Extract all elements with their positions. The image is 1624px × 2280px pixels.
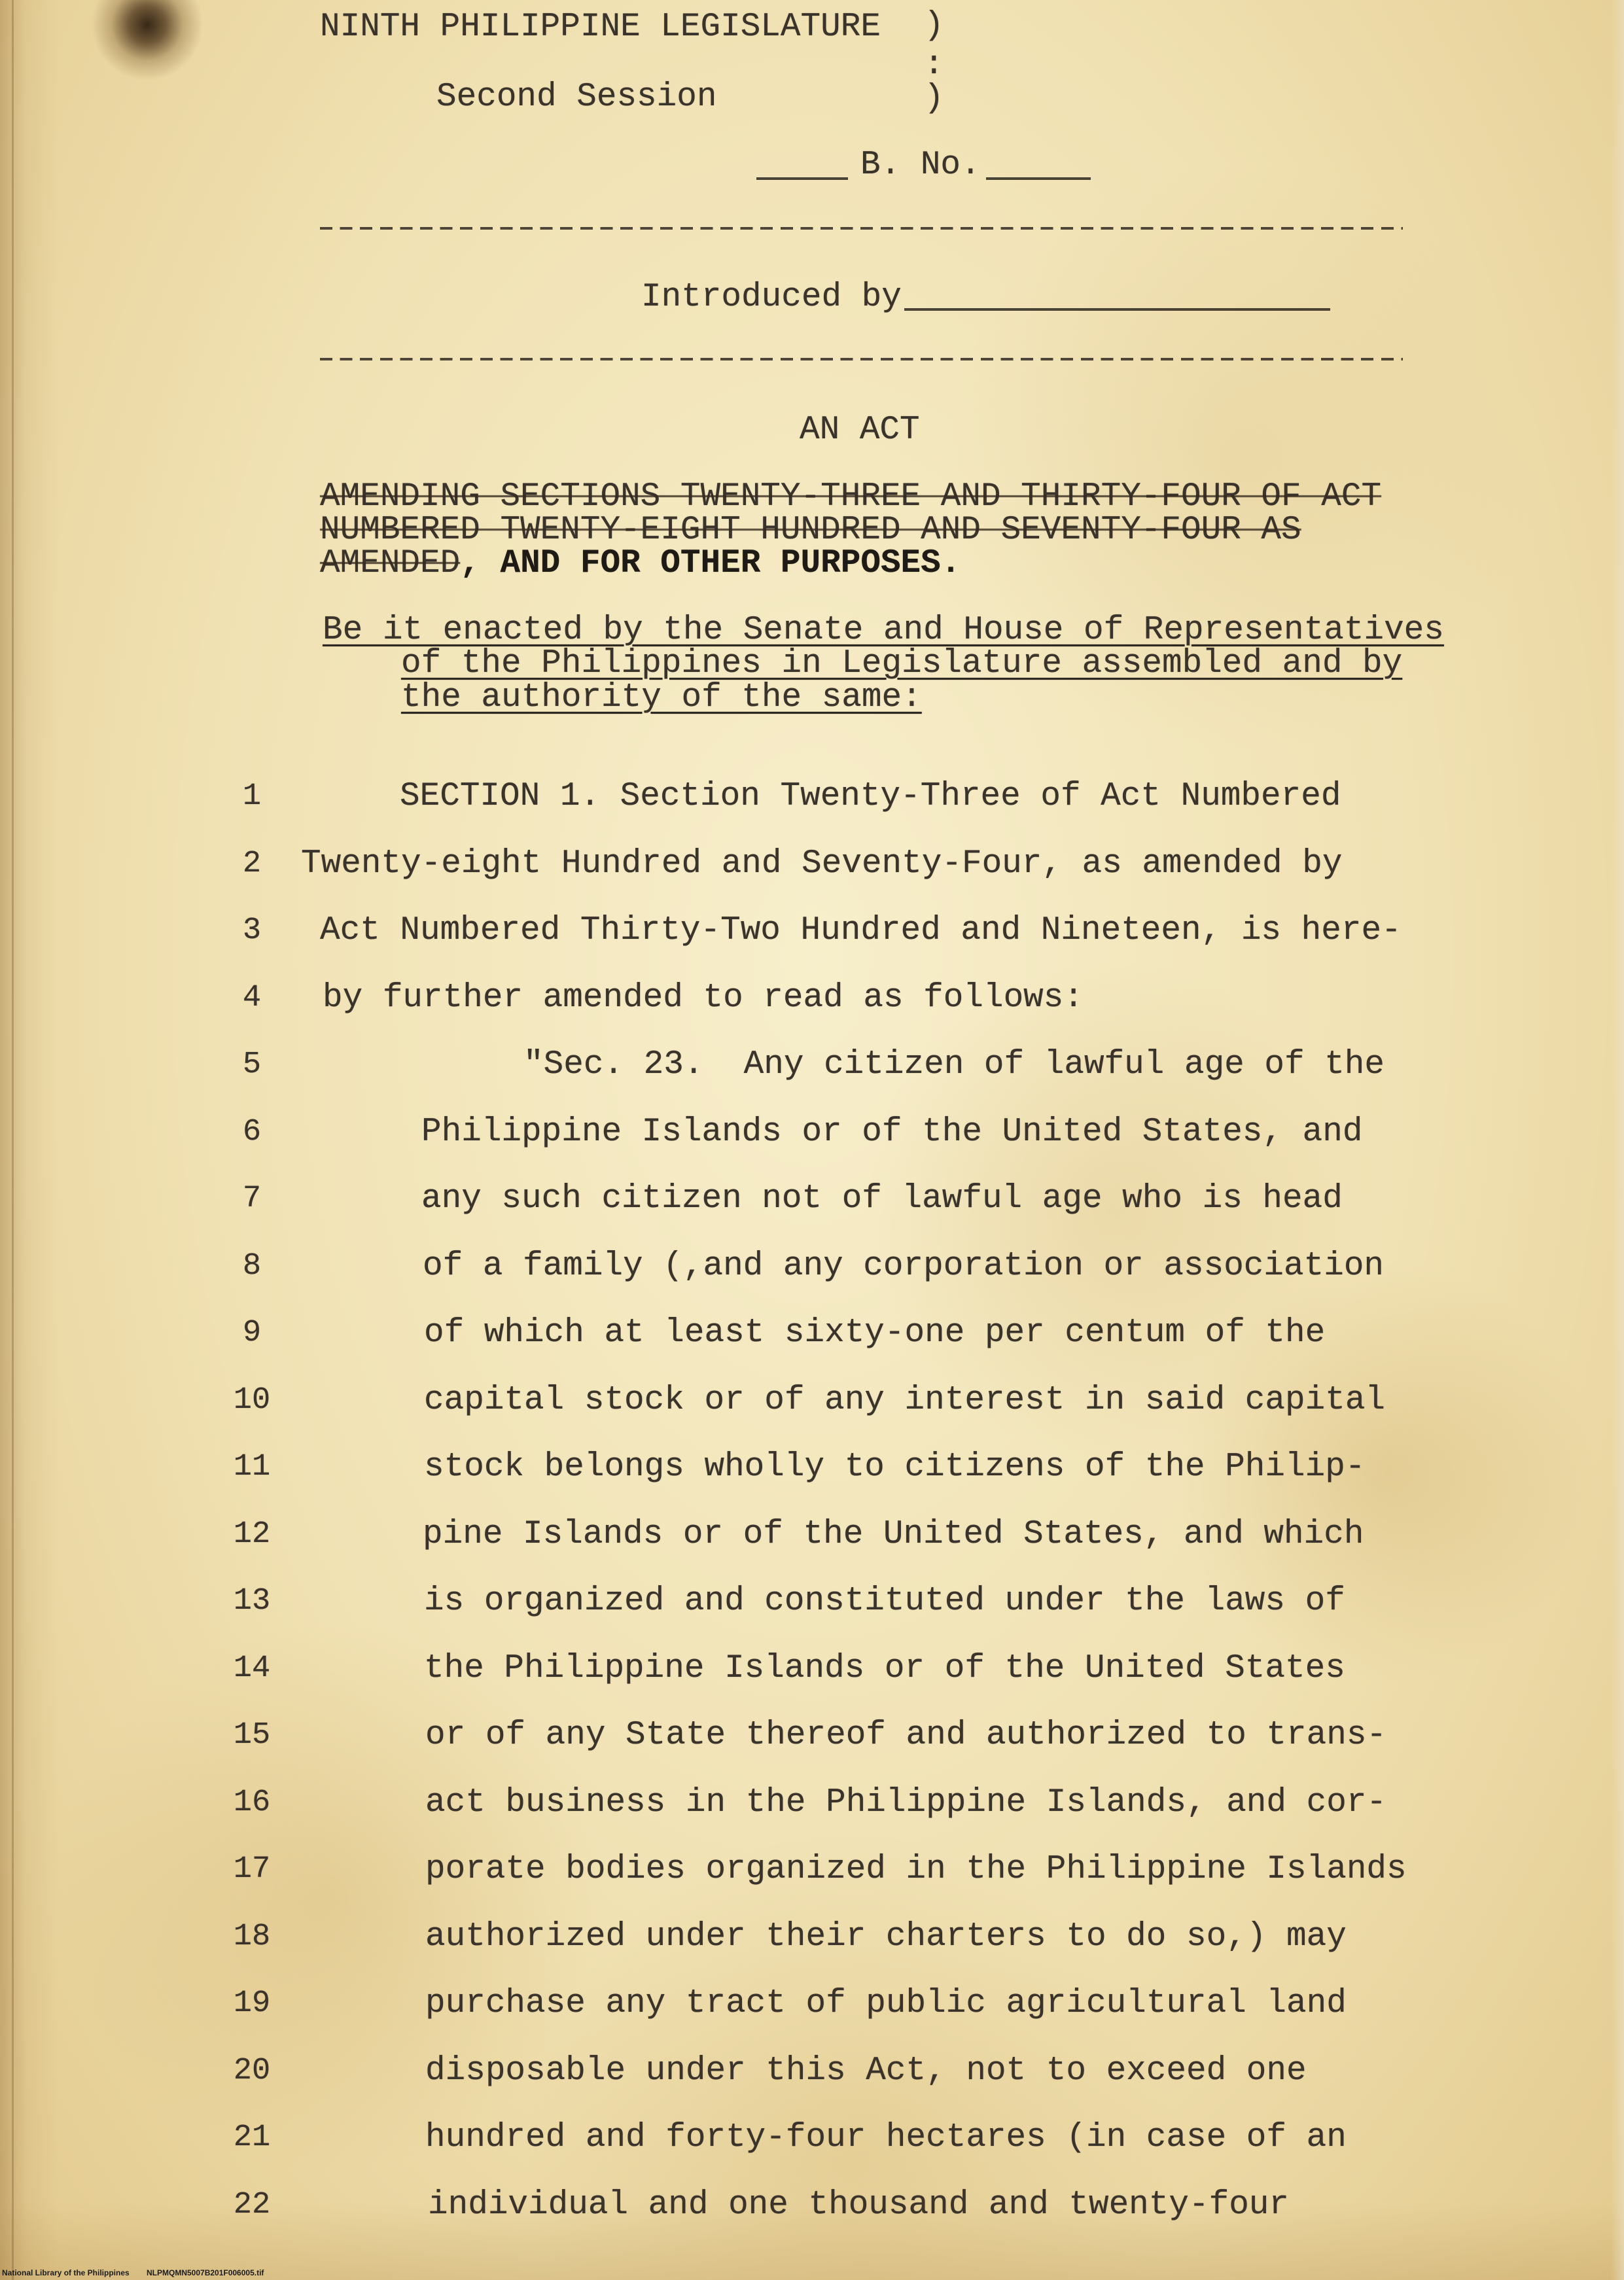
line-text: hundred and forty-four hectares (in case of an — [425, 2119, 1347, 2156]
line-number: 2 — [242, 846, 262, 881]
title-line-3-struck: AMENDED — [320, 545, 461, 582]
body-line — [0, 1180, 1624, 1247]
bracket-top: ) — [924, 7, 944, 44]
scan-filename: NLPMQMN5007B201F006005.tif — [147, 2268, 264, 2277]
line-text: of a family (,and any corporation or association — [423, 1247, 1385, 1285]
body-line — [0, 1783, 1624, 1851]
line-number: 20 — [233, 2053, 271, 2088]
line-number: 14 — [233, 1651, 271, 1686]
body-line — [0, 2052, 1624, 2119]
line-text: Twenty-eight Hundred and Seventy-Four, as amended by — [301, 845, 1343, 883]
line-text: capital stock or of any interest in said capital — [424, 1381, 1386, 1419]
line-text: SECTION 1. Section Twenty-Three of Act Numbered — [400, 778, 1341, 815]
body-line — [0, 1649, 1624, 1717]
line-text: pine Islands or of the United States, and which — [423, 1515, 1364, 1553]
body-line — [0, 911, 1624, 979]
line-text: act business in the Philippine Islands, and cor- — [425, 1783, 1387, 1821]
title-line-3 — [320, 544, 961, 584]
enacting-clause-line-3: the authority of the same: — [401, 679, 922, 716]
archive-credit: National Library of the Philippines — [2, 2268, 130, 2277]
enacting-clause-line-2: of the Philippines in Legislature assembled and by — [401, 645, 1403, 682]
enacting-clause-line-1: Be it enacted by the Senate and House of Representatives — [323, 612, 1444, 649]
body-line — [0, 2118, 1624, 2186]
session-label: Second Session — [436, 79, 717, 116]
line-number: 11 — [233, 1450, 271, 1484]
body-line — [0, 1448, 1624, 1515]
body-line — [0, 2186, 1624, 2253]
line-number: 5 — [242, 1047, 262, 1082]
line-number: 16 — [233, 1785, 271, 1820]
line-number: 12 — [233, 1517, 271, 1552]
title-line-3-bold: , AND FOR OTHER PURPOSES. — [460, 545, 961, 582]
line-text: porate bodies organized in the Philippine Islands — [425, 1851, 1407, 1888]
body-line — [0, 1850, 1624, 1918]
line-number: 4 — [242, 980, 262, 1015]
line-number: 13 — [233, 1584, 271, 1619]
bracket-bottom: ) — [924, 80, 944, 117]
bracket-mid: : — [924, 46, 944, 84]
dashed-separator-top — [320, 227, 1403, 230]
line-text: is organized and constituted under the laws of — [424, 1583, 1345, 1620]
body-line — [0, 1314, 1624, 1381]
body-line — [0, 845, 1624, 912]
body-line — [0, 1984, 1624, 2052]
line-number: 19 — [233, 1986, 271, 2021]
body-line — [0, 1515, 1624, 1583]
title-line-1: AMENDING SECTIONS TWENTY-THREE AND THIRTY-FOUR OF ACT — [320, 478, 1382, 516]
body-line — [0, 1381, 1624, 1448]
line-text: "Sec. 23. Any citizen of lawful age of the — [523, 1046, 1385, 1083]
introduced-by-blank — [904, 308, 1330, 311]
line-number: 15 — [233, 1718, 271, 1753]
body-line — [0, 777, 1624, 845]
introduced-by-label: Introduced by — [641, 279, 902, 316]
line-number: 7 — [242, 1182, 262, 1216]
numbered-body — [0, 777, 1624, 2253]
legislature-heading: NINTH PHILIPPINE LEGISLATURE — [320, 9, 881, 46]
line-number: 3 — [242, 913, 262, 948]
line-number: 10 — [233, 1382, 271, 1418]
line-text: disposable under this Act, not to exceed one — [425, 2052, 1307, 2090]
line-number: 8 — [242, 1248, 262, 1284]
line-text: by further amended to read as follows: — [323, 979, 1084, 1017]
line-text: any such citizen not of lawful age who is head — [421, 1180, 1343, 1218]
line-text: or of any State thereof and authorized to trans- — [425, 1717, 1387, 1754]
line-text: authorized under their charters to do so,) may — [425, 1918, 1347, 1956]
dashed-separator-bottom — [320, 358, 1403, 360]
line-text: purchase any tract of public agricultural land — [425, 1985, 1347, 2022]
body-line — [0, 1582, 1624, 1649]
line-number: 6 — [242, 1114, 262, 1149]
line-text: the Philippine Islands or of the United States — [424, 1649, 1345, 1687]
bill-number-blank-right — [986, 177, 1091, 180]
line-number: 9 — [242, 1316, 262, 1350]
line-text: stock belongs wholly to citizens of the Philip- — [424, 1448, 1366, 1486]
act-heading: AN ACT — [800, 412, 920, 449]
line-number: 1 — [242, 779, 262, 814]
line-text: Philippine Islands or of the United States, and — [421, 1113, 1363, 1151]
body-line — [0, 1113, 1624, 1180]
body-line — [0, 1918, 1624, 1985]
line-text: individual and one thousand and twenty-four — [428, 2186, 1290, 2224]
title-line-2: NUMBERED TWENTY-EIGHT HUNDRED AND SEVENTY-FOUR AS — [320, 512, 1301, 549]
line-number: 18 — [233, 1919, 271, 1954]
line-text: Act Numbered Thirty-Two Hundred and Nineteen, is here- — [320, 912, 1402, 949]
line-number: 22 — [233, 2187, 271, 2222]
line-text: of which at least sixty-one per centum of the — [424, 1314, 1326, 1352]
body-line — [0, 1716, 1624, 1783]
body-line — [0, 1247, 1624, 1314]
bill-number-label: B. No. — [860, 147, 981, 184]
body-line — [0, 979, 1624, 1046]
line-number: 21 — [233, 2120, 271, 2155]
bill-number-blank-left — [756, 177, 848, 180]
line-number: 17 — [233, 1852, 271, 1887]
body-line — [0, 1045, 1624, 1113]
